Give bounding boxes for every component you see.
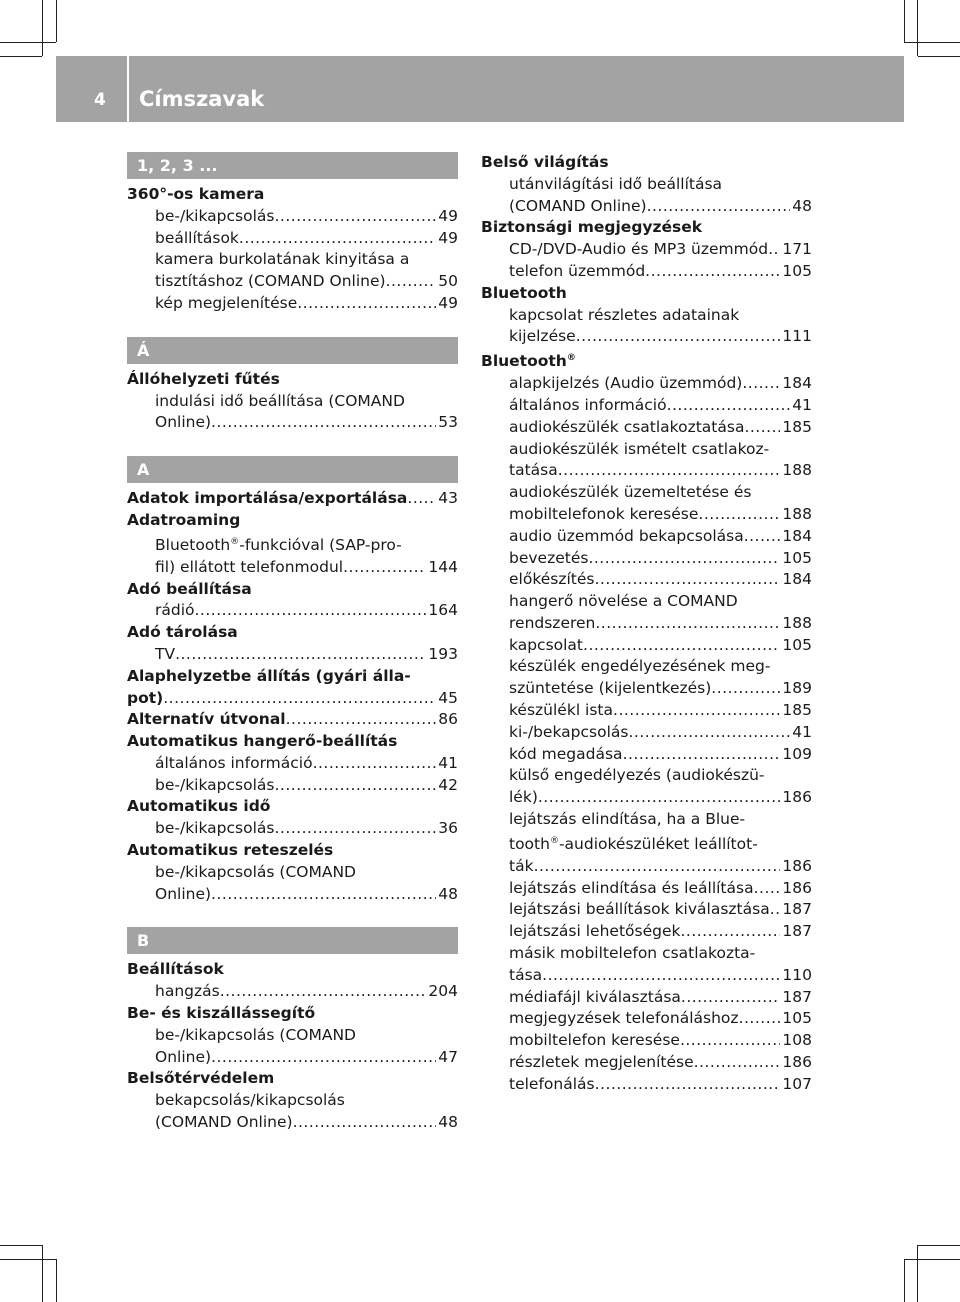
page-ref: 36 [438, 819, 458, 838]
index-entry: részletek megjelenítése ..... 186 [481, 1052, 812, 1074]
crop-mark [918, 1245, 960, 1246]
index-heading: Belsőtérvédelem [127, 1069, 275, 1088]
page-ref: 193 [428, 644, 458, 663]
index-entry: kép megjelenítése ..... 49 [127, 293, 458, 315]
index-entry: Online) ..... 47 [127, 1047, 458, 1069]
page-ref: 188 [782, 613, 812, 632]
crop-mark [904, 1259, 960, 1260]
index-heading: Automatikus idő [127, 797, 271, 816]
page-ref: 47 [438, 1047, 458, 1066]
crop-mark [917, 0, 918, 56]
index-entry: be-/kikapcsolás ..... 49 [127, 206, 458, 228]
crop-mark [0, 1259, 56, 1260]
index-entry: audio üzemmód bekapcsolása ..... 184 [481, 526, 812, 548]
page-ref: 187 [782, 987, 812, 1006]
page-ref: 41 [792, 722, 812, 741]
page-ref: 48 [438, 884, 458, 903]
index-heading: Adó beállítása [127, 579, 252, 598]
section-heading: A [127, 456, 458, 483]
index-heading: Automatikus hangerő-beállítás [127, 732, 398, 751]
index-entry: szüntetése (kijelentkezés) ..... 189 [481, 678, 812, 700]
index-entry: megjegyzések telefonáláshoz ..... 105 [481, 1008, 812, 1030]
page-ref: 109 [782, 744, 812, 763]
page-ref: 45 [438, 688, 458, 707]
index-heading: Beállítások [127, 960, 224, 979]
index-subentry-text: másik mobiltelefon csatlakozta- [509, 944, 756, 962]
page-ref: 188 [782, 461, 812, 480]
crop-mark [42, 0, 43, 56]
index-heading: Bluetooth® [481, 352, 576, 371]
crop-mark [0, 1245, 42, 1246]
index-entry: kijelzése ..... 111 [481, 326, 812, 348]
index-heading: Be- és kiszállássegítő [127, 1004, 316, 1023]
page-ref: 42 [438, 775, 458, 794]
page-ref: 164 [428, 601, 458, 620]
index-entry: Online) ..... 53 [127, 412, 458, 434]
index-subentry-text: bekapcsolás/kikapcsolás [155, 1091, 345, 1110]
page-ref: 186 [782, 878, 812, 897]
index-entry: kapcsolat ..... 105 [481, 635, 812, 657]
index-entry: lejátszási beállítások kiválasztása ..... 187 [481, 899, 812, 921]
index-entry: TV ..... 193 [127, 644, 458, 666]
page-title: Címszavak [139, 87, 265, 111]
index-entry: beállítások ..... 49 [127, 228, 458, 250]
index-entry: CD-/DVD-Audio és MP3 üzemmód ..... 171 [481, 239, 812, 261]
page-ref: 204 [428, 982, 458, 1001]
section-heading: 1, 2, 3 ... [127, 152, 458, 179]
page-ref: 186 [782, 856, 812, 875]
page-ref: 49 [438, 228, 458, 247]
index-entry: telefon üzemmód ..... 105 [481, 261, 812, 283]
index-entry: audiokészülék csatlakoztatása ..... 185 [481, 417, 812, 439]
crop-mark [917, 1245, 918, 1302]
crop-mark [42, 1245, 43, 1302]
index-entry: bevezetés ..... 105 [481, 548, 812, 570]
page-ref: 186 [782, 788, 812, 807]
index-subentry-text: külső engedélyezés (audiokészü- [509, 766, 765, 785]
index-heading: 360°-os kamera [127, 185, 265, 203]
page-ref: 105 [782, 635, 812, 654]
index-entry: rendszeren ..... 188 [481, 613, 812, 635]
index-entry: Alternatív útvonal ..... 86 [127, 709, 458, 731]
page-ref: 53 [438, 413, 458, 432]
index-entry: pot) ..... 45 [127, 688, 458, 710]
index-entry: lejátszás elindítása és leállítása ..... 186 [481, 878, 812, 900]
page-ref: 105 [782, 548, 812, 567]
index-subentry-text: kamera burkolatának kinyitása a [155, 250, 410, 269]
page-ref: 48 [438, 1113, 458, 1132]
page-ref: 105 [782, 261, 812, 280]
index-entry: be-/kikapcsolás ..... 42 [127, 775, 458, 797]
page-ref: 187 [782, 922, 812, 941]
page-ref: 43 [438, 489, 458, 508]
page-ref: 185 [782, 417, 812, 436]
page-ref: 49 [438, 293, 458, 312]
index-entry: általános információ ..... 41 [481, 395, 812, 417]
page-ref: 171 [782, 240, 812, 259]
index-entry: be-/kikapcsolás ..... 36 [127, 818, 458, 840]
crop-mark [918, 56, 960, 57]
page-ref: 110 [782, 965, 812, 984]
index-entry: tása ..... 110 [481, 965, 812, 987]
crop-mark [0, 42, 56, 43]
index-subentry-text: audiokészülék ismételt csatlakoz- [509, 439, 770, 458]
index-entry: fil) ellátott telefonmodul ..... 144 [127, 557, 458, 579]
index-entry: ták ..... 186 [481, 856, 812, 878]
section-heading: Á [127, 337, 458, 364]
index-entry: mobiltelefonok keresése ..... 188 [481, 504, 812, 526]
page-ref: 186 [782, 1052, 812, 1071]
index-subentry-text: tooth®-audiokészüléket leállítot- [509, 835, 758, 854]
index-subentry-text: audiokészülék üzemeltetése és [509, 483, 752, 502]
page-ref: 185 [782, 701, 812, 720]
index-subentry-text: utánvilágítási idő beállítása [509, 174, 723, 193]
index-entry: Adatok importálása/exportálása ..... 43 [127, 488, 458, 510]
page-ref: 184 [782, 374, 812, 393]
section-heading: B [127, 927, 458, 954]
index-column-right [481, 152, 812, 1096]
index-subentry-text: Bluetooth®-funkcióval (SAP-pro- [155, 535, 402, 554]
index-heading: Biztonsági megjegyzések [481, 218, 703, 237]
index-entry: Online) ..... 48 [127, 884, 458, 906]
index-column-left [127, 152, 458, 1134]
page-ref: 188 [782, 504, 812, 523]
index-entry: telefonálás ..... 107 [481, 1074, 812, 1096]
page-ref: 184 [782, 526, 812, 545]
index-subentry-text: be-/kikapcsolás (COMAND [155, 862, 356, 881]
index-entry: lék) ..... 186 [481, 787, 812, 809]
index-entry: előkészítés ..... 184 [481, 569, 812, 591]
index-heading: Adó tárolása [127, 623, 238, 642]
page-ref: 105 [782, 1009, 812, 1028]
crop-mark [904, 42, 960, 43]
index-subentry-text: be-/kikapcsolás (COMAND [155, 1025, 356, 1044]
index-entry: (COMAND Online) ..... 48 [481, 196, 812, 218]
index-entry: mobiltelefon keresése ..... 108 [481, 1030, 812, 1052]
index-entry: készülékl ista ..... 185 [481, 700, 812, 722]
index-subentry-text: indulási idő beállítása (COMAND [155, 391, 405, 410]
page-ref: 184 [782, 570, 812, 589]
page-header [56, 56, 904, 122]
index-entry: általános információ ..... 41 [127, 753, 458, 775]
page-ref: 108 [782, 1031, 812, 1050]
page-ref: 50 [438, 272, 458, 291]
page-ref: 41 [438, 753, 458, 772]
page-ref: 86 [438, 710, 458, 729]
index-heading: Állóhelyzeti fűtés [127, 369, 280, 388]
index-entry: alapkijelzés (Audio üzemmód) ..... 184 [481, 373, 812, 395]
page-ref: 111 [782, 327, 812, 346]
crop-mark [0, 56, 42, 57]
crop-mark [904, 0, 905, 42]
index-heading: Alaphelyzetbe állítás (gyári álla- [127, 666, 411, 685]
page-ref: 189 [782, 679, 812, 698]
index-heading: Bluetooth [481, 283, 567, 302]
page-ref: 48 [792, 196, 812, 215]
index-heading: Belső világítás [481, 153, 609, 171]
index-subentry-text: lejátszás elindítása, ha a Blue- [509, 810, 746, 829]
index-entry: hangzás ..... 204 [127, 981, 458, 1003]
index-entry: tisztításhoz (COMAND Online) ..... 50 [127, 271, 458, 293]
index-entry: lejátszási lehetőségek ..... 187 [481, 921, 812, 943]
index-entry: (COMAND Online) ..... 48 [127, 1112, 458, 1134]
index-entry: rádió ..... 164 [127, 600, 458, 622]
page-number: 4 [94, 90, 106, 110]
page-ref: 49 [438, 206, 458, 225]
crop-mark [56, 0, 57, 42]
page-ref: 107 [782, 1074, 812, 1093]
page-ref: 187 [782, 900, 812, 919]
index-entry: tatása ..... 188 [481, 460, 812, 482]
index-subentry-text: hangerő növelése a COMAND [509, 592, 738, 611]
index-entry: médiafájl kiválasztása ..... 187 [481, 987, 812, 1009]
header-divider [127, 56, 129, 122]
index-subentry-text: készülék engedélyezésének meg- [509, 657, 771, 676]
index-heading: Automatikus reteszelés [127, 841, 334, 860]
page-ref: 41 [792, 395, 812, 414]
index-entry: kód megadása ..... 109 [481, 744, 812, 766]
index-heading: Adatroaming [127, 510, 241, 529]
crop-mark [904, 1259, 905, 1302]
index-subentry-text: kapcsolat részletes adatainak [509, 305, 740, 324]
page-ref: 144 [428, 557, 458, 576]
crop-mark [56, 1259, 57, 1302]
index-entry: ki-/bekapcsolás ..... 41 [481, 722, 812, 744]
